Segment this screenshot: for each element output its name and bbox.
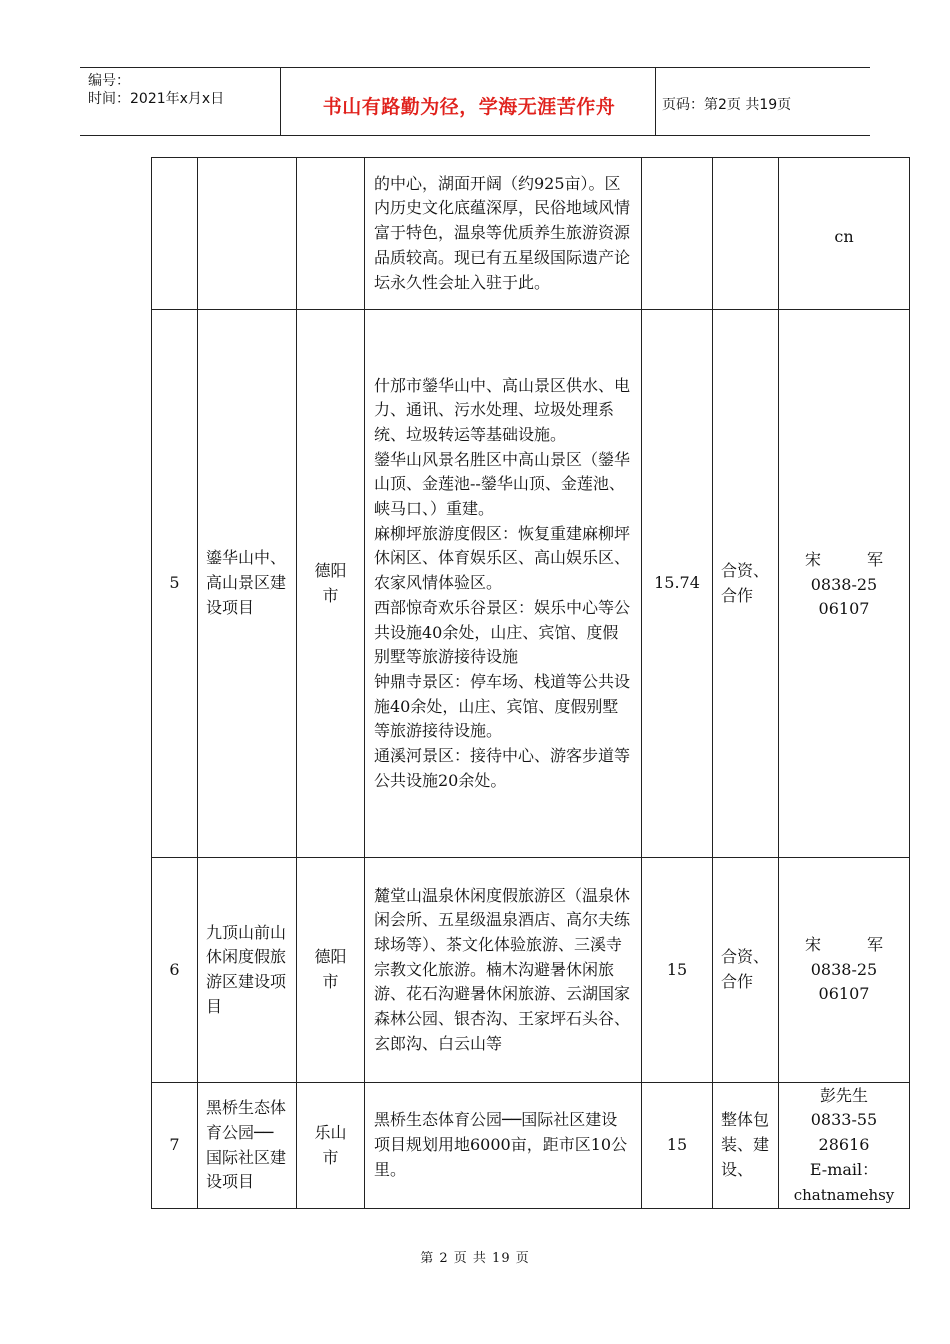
project-table	[151, 157, 910, 1209]
row-number: 6	[152, 858, 198, 1083]
project-amount	[642, 158, 713, 310]
description-paragraph: 麻柳坪旅游度假区：恢复重建麻柳坪休闲区、体育娱乐区、高山娱乐区、农家风情体验区。	[374, 523, 631, 593]
table-row	[152, 858, 910, 1083]
contact-line: E-mail：	[809, 1159, 879, 1179]
contact-name	[779, 933, 909, 958]
description-paragraph: 的中心，湖面开阔（约925亩）。区内历史文化底蕴深厚，民俗地域风情富于特色，温泉等优质养生旅游资源品质较高。现已有五星级国际遗产论坛永久性会址入驻于此。	[374, 173, 631, 292]
number-label: 编号：	[88, 73, 130, 89]
project-name: 鎏华山中、高山景区建设项目	[198, 310, 297, 858]
description-paragraph: 什邡市鎣华山中、高山景区供水、电力、通讯、污水处理、垃圾处理系统、垃圾转运等基础设施。	[374, 375, 631, 444]
description-paragraph: 麓堂山温泉休闲度假旅游区（温泉休闲会所、五星级温泉酒店、高尔夫练球场等）、茶文化体验旅游、三溪寺宗教文化旅游。楠木沟避暑休闲旅游、花石沟避暑休闲旅游、云湖国家森林公园、银杏沟、王家坪石头谷、玄郎沟、白云山等	[374, 885, 631, 1053]
cooperation-mode: 合资、合作	[713, 858, 779, 1083]
description-paragraph: 西部惊奇欢乐谷景区：娱乐中心等公共设施40余处，山庄、宾馆、度假别墅等旅游接待设施	[374, 597, 631, 667]
project-description	[365, 858, 642, 1083]
contact-info	[779, 1083, 910, 1209]
project-description	[365, 1083, 642, 1209]
contact-name-part: 宋	[805, 550, 822, 569]
header-meta	[88, 72, 224, 108]
cooperation-mode	[713, 158, 779, 310]
contact-name-part: 宋	[805, 934, 822, 954]
table-row	[152, 310, 910, 858]
row-number: 7	[152, 1083, 198, 1209]
contact-name-part: 军	[866, 550, 883, 569]
contact-phone: 0838-2506107	[810, 574, 878, 619]
project-city	[297, 158, 365, 310]
project-city: 德阳市	[297, 310, 365, 858]
contact-name-part: 军	[866, 934, 883, 954]
header-motto: 书山有路勤为径，学海无涯苦作舟	[322, 96, 616, 118]
contact-info	[779, 858, 910, 1083]
cooperation-mode: 整体包装、建设、	[713, 1083, 779, 1209]
contact-phone: 0838-2506107	[810, 959, 878, 1004]
description-paragraph: 鎣华山风景名胜区中高山景区（鎣华山顶、金莲池--鎣华山顶、金莲池、峡马口、）重建。	[374, 449, 631, 519]
row-number: 5	[152, 310, 198, 858]
contact-line: 0833-5528616	[810, 1110, 878, 1155]
description-paragraph: 黑桥生态体育公园──国际社区建设项目规划用地6000亩，距市区10公里。	[374, 1110, 628, 1179]
contact-line: chatnamehsy	[793, 1185, 895, 1204]
project-amount: 15	[642, 858, 713, 1083]
contact-text: cn	[834, 227, 854, 246]
project-name: 黑桥生态体育公园──国际社区建设项目	[198, 1083, 297, 1209]
contact-line: 彭先生	[819, 1085, 868, 1105]
project-amount: 15.74	[642, 310, 713, 858]
contact-name	[779, 548, 909, 573]
page-footer: 第 2 页 共 19 页	[420, 1251, 530, 1266]
cooperation-mode: 合资、合作	[713, 310, 779, 858]
table-row	[152, 1083, 910, 1209]
description-paragraph: 钟鼎寺景区：停车场、栈道等公共设施40余处，山庄、宾馆、度假别墅等旅游接待设施。	[374, 671, 631, 741]
page-indicator: 页码：第2页 共19页	[662, 97, 792, 113]
page-header	[80, 67, 870, 136]
project-amount: 15	[642, 1083, 713, 1209]
project-city: 德阳市	[297, 858, 365, 1083]
description-paragraph: 通溪河景区：接待中心、游客步道等公共设施20余处。	[374, 746, 631, 790]
project-name	[198, 158, 297, 310]
contact-info	[779, 158, 910, 310]
project-city: 乐山市	[297, 1083, 365, 1209]
time-label: 时间：2021年x月x日	[88, 91, 225, 107]
row-number	[152, 158, 198, 310]
header-divider	[655, 68, 656, 135]
project-description	[365, 158, 642, 310]
project-description	[365, 310, 642, 858]
contact-info	[779, 310, 910, 858]
project-name: 九顶山前山休闲度假旅游区建设项目	[198, 858, 297, 1083]
table-row	[152, 158, 910, 310]
